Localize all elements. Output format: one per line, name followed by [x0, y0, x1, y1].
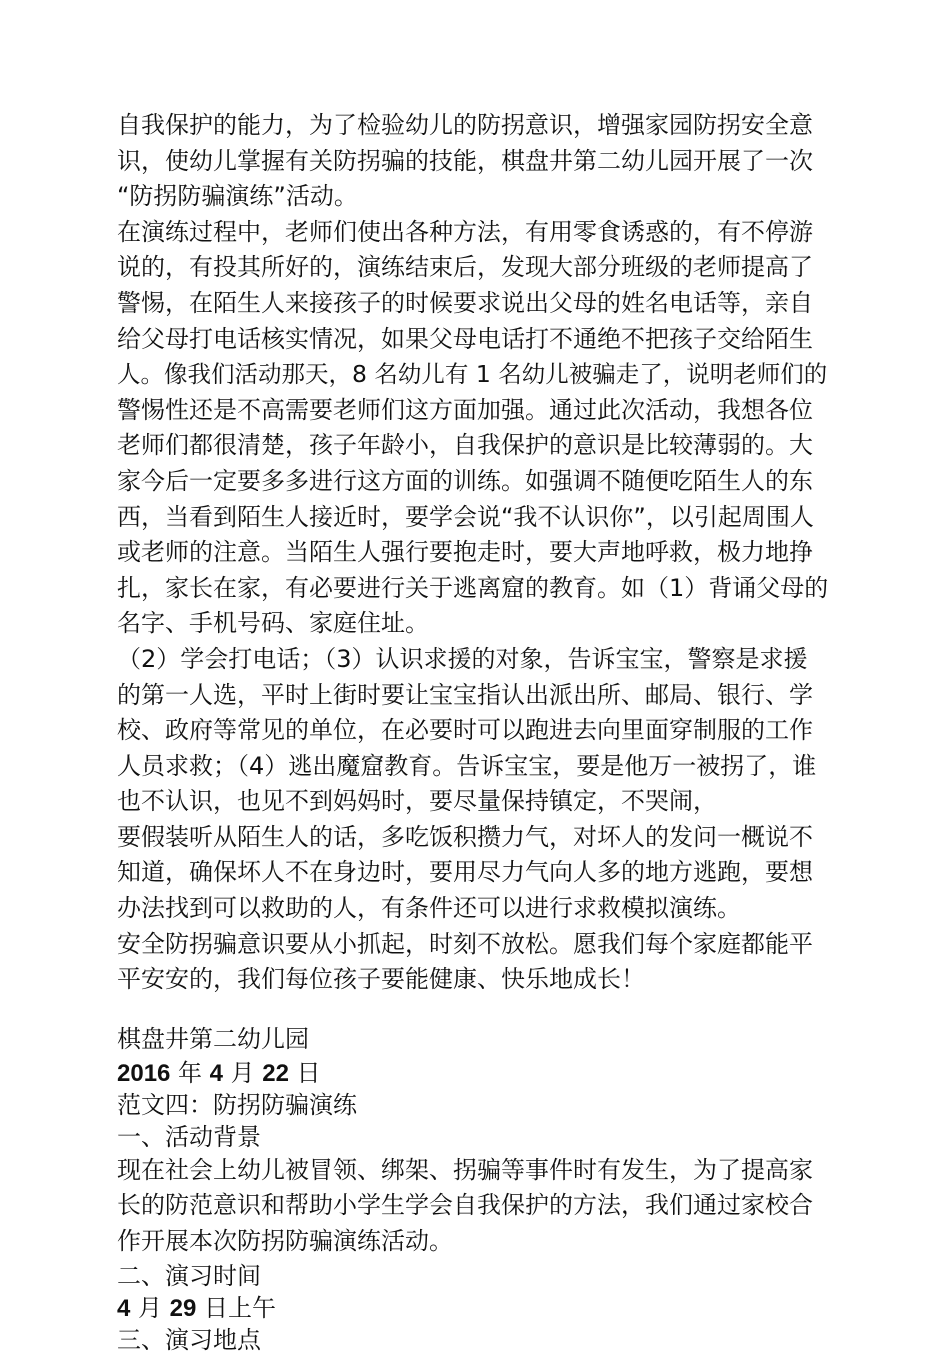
- section-heading-background: 一、活动背景: [117, 1122, 261, 1151]
- body-line: 安全防拐骗意识要从小抓起，时刻不放松。愿我们每个家庭都能平: [117, 929, 813, 958]
- section-paragraph-line: 现在社会上幼儿被冒领、绑架、拐骗等事件时有发生，为了提高家: [117, 1155, 813, 1184]
- body-line: 或老师的注意。当陌生人强行要抱走时，要大声地呼救，极力地挣: [117, 538, 813, 567]
- date-month-unit: 月: [223, 1058, 263, 1087]
- body-line: 校、政府等常见的单位，在必要时可以跑进去向里面穿制服的工作: [117, 716, 813, 745]
- body-line: 的第一人选，平时上街时要让宝宝指认出派出所、邮局、银行、学: [117, 680, 813, 709]
- body-line: 识，使幼儿掌握有关防拐骗的技能，棋盘井第二幼儿园开展了一次: [117, 146, 813, 175]
- body-line: 自我保护的能力，为了检验幼儿的防拐意识，增强家园防拐安全意: [117, 111, 813, 139]
- body-line: 人员求救；（4）逃出魔窟教育。告诉宝宝，要是他万一被拐了，谁: [117, 751, 817, 780]
- date-day-unit: 日: [288, 1058, 321, 1087]
- body-line: 要假装听从陌生人的话，多吃饭积攒力气，对坏人的发问一概说不: [117, 822, 813, 851]
- document-body: [117, 108, 837, 1356]
- section-title: 范文四：防拐防骗演练: [117, 1090, 357, 1119]
- section-heading-location: 三、演习地点: [117, 1325, 261, 1354]
- time-day-unit: 日上午: [196, 1293, 276, 1322]
- body-line: 给父母打电话核实情况，如果父母电话打不通绝不把孩子交给陌生: [117, 324, 813, 353]
- section-paragraph-line: 长的防范意识和帮助小学生学会自我保护的方法，我们通过家校合: [117, 1191, 813, 1220]
- date-month: 4: [209, 1059, 224, 1087]
- body-line: 在演练过程中，老师们使出各种方法，有用零食诱惑的，有不停游: [117, 217, 813, 246]
- body-line: 家今后一定要多多进行这方面的训练。如强调不随便吃陌生人的东: [117, 466, 813, 495]
- signature-date: [117, 1057, 837, 1089]
- body-line: 办法找到可以救助的人，有条件还可以进行求救模拟演练。: [117, 894, 741, 923]
- date-day: 22: [262, 1059, 289, 1087]
- body-line: 西，当看到陌生人接近时，要学会说“我不认识你”，以引起周围人: [117, 502, 814, 531]
- body-line: 平安安的，我们每位孩子要能健康、快乐地成长！: [117, 965, 645, 994]
- section-heading-time: 二、演习时间: [117, 1261, 261, 1290]
- body-line: 人。像我们活动那天，8 名幼儿有 1 名幼儿被骗走了，说明老师们的: [117, 360, 828, 389]
- time-month-unit: 月: [130, 1293, 170, 1322]
- body-line: 知道，确保坏人不在身边时，要用尽力气向人多的地方逃跑，要想: [117, 858, 813, 887]
- date-year: 2016: [117, 1059, 171, 1087]
- date-year-unit: 年: [170, 1058, 210, 1087]
- signature-org: 棋盘井第二幼儿园: [117, 1024, 309, 1053]
- body-line: 警惕，在陌生人来接孩子的时候要求说出父母的姓名电话等，亲自: [117, 288, 813, 317]
- body-line: “防拐防骗演练”活动。: [117, 182, 358, 211]
- section-paragraph-line: 作开展本次防拐防骗演练活动。: [117, 1227, 453, 1256]
- body-line: （2）学会打电话；（3）认识求援的对象，告诉宝宝，警察是求援: [117, 644, 808, 673]
- body-line: 说的，有投其所好的，演练结束后，发现大部分班级的老师提高了: [117, 253, 813, 282]
- drill-time: [117, 1292, 837, 1324]
- body-line: 名字、手机号码、家庭住址。: [117, 609, 429, 638]
- body-line: 警惕性还是不高需要老师们这方面加强。通过此次活动，我想各位: [117, 395, 813, 424]
- body-line: 扎，家长在家，有必要进行关于逃离窟的教育。如（1）背诵父母的: [117, 573, 829, 602]
- time-day: 29: [169, 1294, 197, 1322]
- time-month: 4: [117, 1294, 131, 1322]
- body-line: 老师们都很清楚，孩子年龄小，自我保护的意识是比较薄弱的。大: [117, 431, 813, 460]
- body-line: 也不认识，也见不到妈妈时，要尽量保持镇定，不哭闹，: [117, 787, 717, 816]
